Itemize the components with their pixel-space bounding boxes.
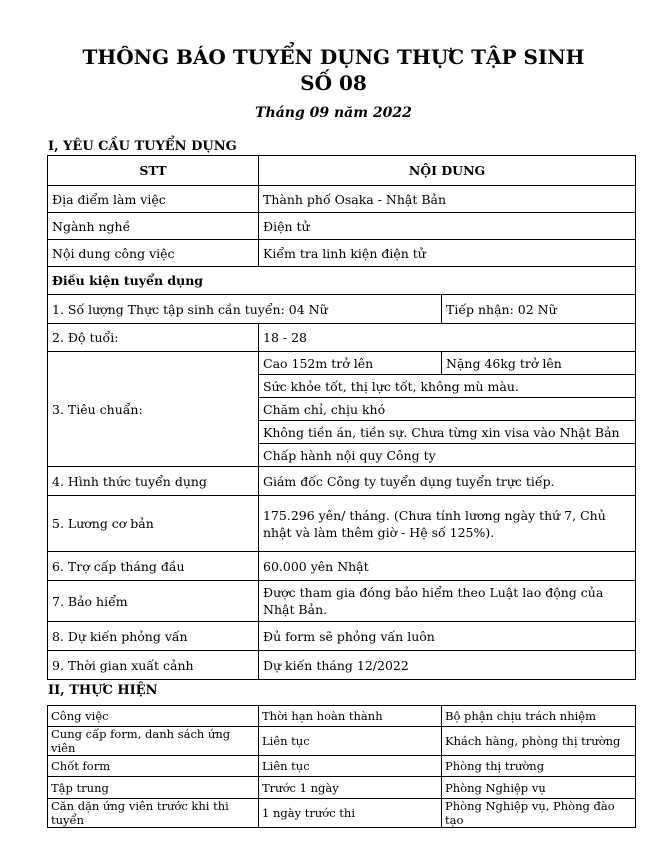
table-row — [48, 581, 636, 622]
col-header-stt: STT — [48, 156, 259, 186]
allowance-value: 60.000 yên Nhật — [259, 552, 636, 581]
age-label: 2. Độ tuổi: — [48, 324, 259, 352]
implementation-deadline: 1 ngày trước thi — [259, 799, 442, 828]
implementation-owner: Khách hàng, phòng thị trường — [442, 727, 636, 756]
requirements-table — [47, 155, 636, 680]
implementation-owner: Bộ phận chịu trách nhiệm — [442, 706, 636, 727]
section-implementation-heading: II, THỰC HIỆN — [48, 683, 158, 698]
insurance-label: 7. Bảo hiểm — [48, 581, 259, 622]
table-row — [48, 622, 636, 651]
location-value: Thành phố Osaka - Nhật Bản — [259, 186, 636, 213]
table-row — [48, 267, 636, 295]
table-row — [48, 213, 636, 240]
table-row — [48, 467, 636, 496]
table-row — [48, 756, 636, 777]
implementation-task: Tập trung — [48, 777, 259, 799]
salary-label: 5. Lương cơ bản — [48, 496, 259, 552]
table-row — [48, 352, 636, 375]
table-header-row — [48, 156, 636, 186]
table-row — [48, 706, 636, 727]
quantity-accept: Tiếp nhận: 02 Nữ — [442, 295, 636, 324]
section-requirements-heading: I, YÊU CẦU TUYỂN DỤNG — [48, 139, 237, 154]
conditions-heading: Điều kiện tuyển dụng — [48, 267, 636, 295]
table-row — [48, 295, 636, 324]
implementation-table — [47, 705, 636, 828]
table-row — [48, 777, 636, 799]
implementation-deadline: Trước 1 ngày — [259, 777, 442, 799]
interview-label: 8. Dự kiến phỏng vấn — [48, 622, 259, 651]
industry-value: Điện tử — [259, 213, 636, 240]
table-row — [48, 496, 636, 552]
table-row — [48, 240, 636, 267]
interview-value: Đủ form sẽ phỏng vấn luôn — [259, 622, 636, 651]
implementation-task: Chốt form — [48, 756, 259, 777]
implementation-deadline: Thời hạn hoàn thành — [259, 706, 442, 727]
document-title: THÔNG BÁO TUYỂN DỤNG THỰC TẬP SINH — [82, 45, 585, 69]
criteria-label: 3. Tiêu chuẩn: — [48, 352, 259, 467]
salary-value: 175.296 yên/ tháng. (Chưa tính lương ngày thứ 7, Chủ nhật và làm thêm giờ - Hệ số 125%). — [259, 496, 636, 552]
table-row — [48, 651, 636, 680]
document-date: Tháng 09 năm 2022 — [255, 105, 412, 121]
allowance-label: 6. Trợ cấp tháng đầu — [48, 552, 259, 581]
col-header-content: NỘI DUNG — [259, 156, 636, 186]
implementation-owner: Phòng Nghiệp vụ — [442, 777, 636, 799]
implementation-task: Căn dặn ứng viên trước khi thi tuyển — [48, 799, 259, 828]
quantity-text: 1. Số lượng Thực tập sinh cần tuyển: 04 Nữ — [48, 295, 442, 324]
implementation-owner: Phòng Nghiệp vụ, Phòng đào tạo — [442, 799, 636, 828]
criteria-weight: Nặng 46kg trở lên — [442, 352, 636, 375]
table-row — [48, 799, 636, 828]
criteria-item: Chăm chỉ, chịu khó — [259, 398, 636, 421]
implementation-task: Công việc — [48, 706, 259, 727]
departure-value: Dự kiến tháng 12/2022 — [259, 651, 636, 680]
industry-label: Ngành nghề — [48, 213, 259, 240]
insurance-value: Được tham gia đóng bảo hiểm theo Luật lao động của Nhật Bản. — [259, 581, 636, 622]
criteria-item: Sức khỏe tốt, thị lực tốt, không mù màu. — [259, 375, 636, 398]
departure-label: 9. Thời gian xuất cảnh — [48, 651, 259, 680]
job-label: Nội dung công việc — [48, 240, 259, 267]
implementation-deadline: Liên tục — [259, 756, 442, 777]
table-row — [48, 552, 636, 581]
location-label: Địa điểm làm việc — [48, 186, 259, 213]
table-row — [48, 324, 636, 352]
age-value: 18 - 28 — [259, 324, 636, 352]
table-row — [48, 186, 636, 213]
implementation-deadline: Liên tục — [259, 727, 442, 756]
implementation-task: Cung cấp form, danh sách ứng viên — [48, 727, 259, 756]
criteria-item: Không tiền án, tiền sự. Chưa từng xin visa vào Nhật Bản — [259, 421, 636, 444]
document-number: SỐ 08 — [300, 71, 367, 95]
job-value: Kiểm tra linh kiện điện tử — [259, 240, 636, 267]
criteria-height: Cao 152m trở lên — [259, 352, 442, 375]
implementation-owner: Phòng thị trường — [442, 756, 636, 777]
table-row — [48, 727, 636, 756]
criteria-item: Chấp hành nội quy Công ty — [259, 444, 636, 467]
form-value: Giám đốc Công ty tuyển dụng tuyển trực tiếp. — [259, 467, 636, 496]
form-label: 4. Hình thức tuyển dụng — [48, 467, 259, 496]
